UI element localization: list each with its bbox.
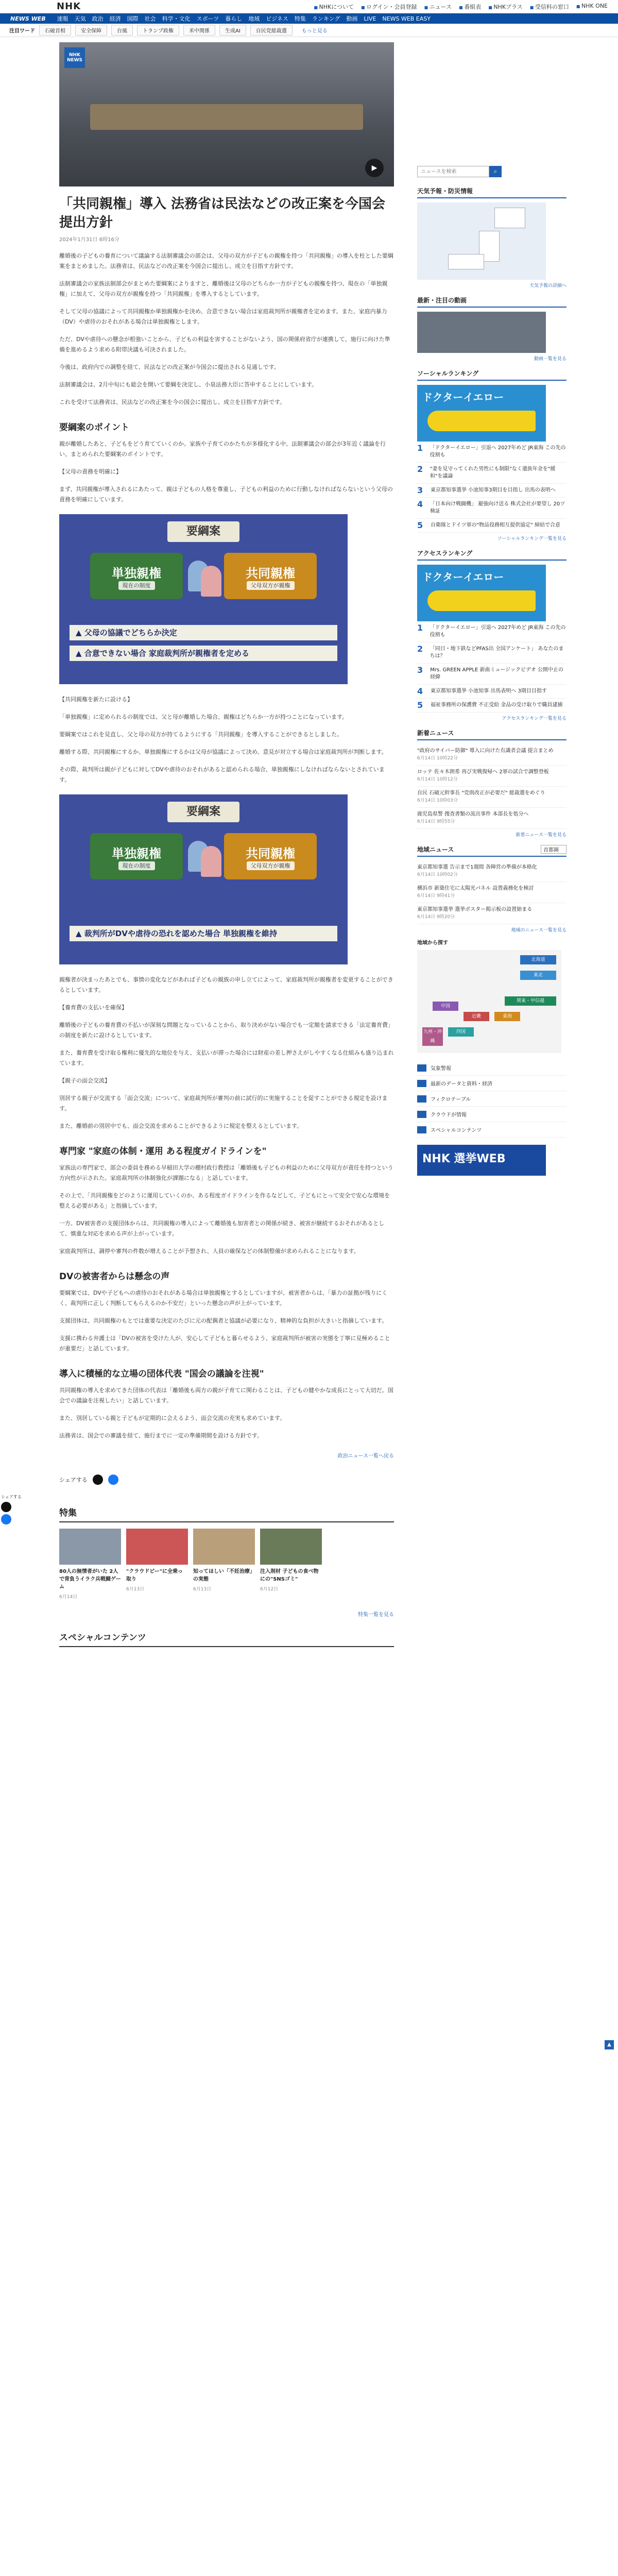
- hero-table-shape: [90, 104, 363, 130]
- article-paragraph: 「単独親権」に定められるの制度では、父と母が離婚した場合、親権はどちらか一方が持つことになっています。: [59, 714, 348, 720]
- ranking-item[interactable]: 5 福祉事務所の保護費 不正受給 金品の受け取りで職員逮捕: [417, 699, 566, 713]
- news-item[interactable]: [417, 808, 566, 829]
- politics-news-link[interactable]: 政治ニュース一覧へ戻る: [337, 1453, 394, 1459]
- x-share-icon[interactable]: [1, 1502, 11, 1512]
- link-icon: [417, 1111, 426, 1118]
- ranking-title: Mrs. GREEN APPLE 新曲ミュージックビデオ 公開中止の経緯: [430, 667, 564, 680]
- news-date: 6月14日 10時02分: [417, 872, 458, 877]
- header-link[interactable]: ■ NHKプラス: [488, 3, 523, 11]
- article-paragraph: 【親子の面会交流】: [59, 1077, 110, 1084]
- ranking-title: "妻を見守ってくれた男性にも制限"なく遺族年金を"緩和"を議論: [430, 466, 556, 479]
- features-grid: [59, 1529, 394, 1600]
- article-paragraph: 【共同親権を新たに設ける】: [59, 696, 133, 703]
- x-share-icon[interactable]: [93, 1475, 103, 1485]
- article-paragraph: 家庭裁判所は、調停や審判の件数が増えることが予想され、人員の確保などの体制整備が求められることになります。: [59, 1248, 359, 1255]
- ranking-item[interactable]: 2 "妻を見守ってくれた男性にも制限"なく遺族年金を"緩和"を議論: [417, 463, 566, 484]
- region-button[interactable]: 東北: [520, 971, 556, 980]
- local-news-heading: [417, 845, 566, 857]
- ranking-title: 自衛隊とドイツ軍の"物品役務相互提供協定" 締結で合意: [431, 522, 560, 528]
- features-section: [59, 1505, 394, 1647]
- ranking-title: 東京都知事選挙 小池知事 出馬表明へ 3期目目指す: [431, 688, 547, 694]
- region-map: [417, 950, 561, 1053]
- region-button[interactable]: 中国: [433, 1002, 458, 1011]
- article-date: 2024年1月31日 6時16分: [59, 237, 119, 243]
- latest-video-heading: 最新・注目の動画: [417, 296, 566, 308]
- ranking-item[interactable]: 4 「日本向け戦闘機」 避強向け送る 株式会社が要望し 20ツ検証: [417, 498, 566, 519]
- region-button[interactable]: 関東・甲信越: [505, 996, 556, 1006]
- side-link[interactable]: 気象警報: [417, 1060, 566, 1076]
- article-paragraph: ただ、DVや虐待への懸念が根強いことから、子どもの利益を害することがないよう、国の関係府省庁が連携して、施行に向けた準備を進めるよう求める附帯決議も可決されました。: [59, 336, 390, 353]
- news-item[interactable]: [417, 744, 566, 766]
- article-paragraph: 親が離婚したあと、子どもをどう育てていくのか。家族や子育てのかたちが多様化する中、法制審議会の部会が3年近く議論を行い、まとめられた要綱案のポイントです。: [59, 440, 386, 457]
- local-news-more-link[interactable]: 地域のニュース一覧を見る: [511, 928, 566, 933]
- header-link[interactable]: ■ NHK ONE: [576, 3, 608, 11]
- keyword-more-link[interactable]: もっと見る: [301, 28, 328, 34]
- infographic-2: [59, 794, 348, 964]
- news-item[interactable]: [417, 882, 566, 903]
- feature-card[interactable]: [193, 1529, 255, 1600]
- article-paragraph: 法制審議会は、2月中旬にも総会を開いて要綱を決定し、小泉法務大臣に答申することにしています。: [59, 381, 318, 388]
- search-box: [417, 166, 566, 177]
- news-title: ロッテ 佐々木朗希 再び実戦復帰へ 2軍の試合で調整登板: [417, 769, 549, 775]
- article-paragraph: 要綱案では、DVや子どもへの虐待のおそれがある場合は単独親権とするとしていますが、被害者からは、「暴力の証拠が残りにくく、裁判所に正しく判断してもらえるのか不安だ」といった懸念の声が上がっています。: [59, 1290, 388, 1307]
- keyword-chip[interactable]: 台風: [111, 25, 133, 36]
- scroll-top-icon[interactable]: ▲: [605, 2040, 614, 2049]
- share-label: シェアする: [59, 1477, 88, 1483]
- news-date: 6月14日 9時55分: [417, 819, 455, 824]
- nhk-logo[interactable]: NHK: [57, 1, 81, 12]
- ranking-item[interactable]: 1 「ドクターイエロー」引退へ 2027年めど JR東海 この先の役割も: [417, 621, 566, 642]
- share-bar: [59, 1475, 394, 1485]
- article-paragraph: 家族法の専門家で、部会の委員を務める早稲田大学の棚村政行教授は「離婚後も子どもの利益のために父母双方が責任を持つという方向性が示された。家庭裁判所の体制強化が課題になる」と話しています。: [59, 1164, 393, 1181]
- article-paragraph: 離婚後の子どもの養育について議論する法制審議会の部会は、父母の双方が子どもの親権を持つ「共同親権」の導入を柱とした要綱案をまとめました。法務省は、民法などの改正案を今国会に提出し、成立を目指す方針です。: [59, 252, 393, 269]
- keyword-chip[interactable]: トランプ政権: [137, 25, 179, 36]
- link-icon: [417, 1080, 426, 1087]
- news-date: 6月14日 10時22分: [417, 756, 458, 761]
- article-paragraph: 今後は、政府内での調整を経て、民法などの改正案が今国会に提出される見通しです。: [59, 364, 280, 370]
- side-buttons: [417, 1060, 566, 1138]
- article-paragraph: 支援団体は、共同親権のもとでは重要な決定のたびに元の配偶者と協議が必要になり、精神的な負担が大きいと指摘しています。: [59, 1317, 388, 1324]
- nav-item[interactable]: 天気: [74, 15, 86, 22]
- social-ranking-heading: ソーシャルランキング: [417, 369, 566, 381]
- nav-item[interactable]: 地域: [248, 15, 260, 22]
- new-news-heading: 新着ニュース: [417, 728, 566, 740]
- top-header: [0, 0, 618, 13]
- weather-map[interactable]: [417, 202, 546, 280]
- joint-custody-box: [224, 833, 317, 879]
- article-paragraph: これを受けて法務省は、民法などの改正案を今の国会に提出し、成立を目指す方針です。: [59, 399, 286, 405]
- article-paragraph: 【父母の責務を明確に】: [59, 468, 122, 475]
- box-subtitle: 父母双方が親権: [247, 861, 295, 870]
- nav-item[interactable]: 政治: [92, 15, 104, 22]
- joint-custody-box: [224, 553, 317, 599]
- link-icon: [417, 1126, 426, 1133]
- ranking-item[interactable]: 1 「ドクターイエロー」引退へ 2027年めど JR東海 この先の役割も: [417, 442, 566, 463]
- ranking-item[interactable]: 2 「同日・地下鉄などPFAS出 全国アンケート」 あなたのまちは？: [417, 642, 566, 664]
- access-ranking-heading: アクセスランキング: [417, 549, 566, 561]
- keyword-chip[interactable]: 米中関係: [183, 25, 215, 36]
- facebook-share-icon[interactable]: [108, 1475, 118, 1485]
- nav-item[interactable]: ビジネス: [266, 15, 288, 22]
- article-paragraph: 【養育費の支払いを確保】: [59, 1004, 127, 1011]
- nhk-news-badge: NHK NEWS: [64, 47, 85, 68]
- news-item[interactable]: [417, 903, 566, 924]
- news-date: 6月14日 10時03分: [417, 798, 458, 803]
- header-links: [314, 3, 618, 11]
- article-paragraph: 法制審議会の家族法制部会がまとめた要綱案によりますと、離婚後は父母のどちらか一方が子どもの親権を持つ、現在の「単独親権」に加えて、父母の双方が親権を持つ「共同親権」を導入するとしています。: [59, 280, 388, 297]
- keyword-chip[interactable]: 安全保障: [75, 25, 107, 36]
- article-paragraph: 離婚する際、共同親権にするか、単独親権にするかは父母が協議によって決め、意見が対立する場合は家庭裁判所が判断します。: [59, 749, 387, 755]
- article-paragraph: また、別居している親と子どもが定期的に会えるよう、面会交流の充実も求めています。: [59, 1415, 286, 1421]
- feature-thumbnail: [193, 1529, 255, 1565]
- link-icon: [417, 1095, 426, 1103]
- side-link[interactable]: フィクロテーブル: [417, 1091, 566, 1107]
- search-input[interactable]: [417, 166, 489, 177]
- share-label: シェアする: [1, 1495, 22, 1499]
- news-item[interactable]: [417, 766, 566, 787]
- article-paragraph: 一方、DV被害者の支援団体からは、共同親権の導入によって離婚後も加害者との関係が続き、被害が継続するおそれがあるとして、慎重な対応を求める声が上がっています。: [59, 1220, 385, 1237]
- nav-item[interactable]: ランキング: [312, 15, 340, 22]
- article-video[interactable]: [59, 42, 394, 187]
- weather-heading: 天気予報・防災情報: [417, 187, 566, 198]
- main-nav: [0, 13, 618, 24]
- box-title: 単独親権: [112, 566, 161, 581]
- latest-video-more-link[interactable]: 動画一覧を見る: [534, 357, 566, 362]
- keyword-chip[interactable]: 生成AI: [219, 25, 246, 36]
- article-paragraph: 共同親権の導入を求めてきた団体の代表は「離婚後も両方の親が子育てに関わることは、子どもの健やかな成長にとって大切だ。国会での議論を注視したい」と話しています。: [59, 1387, 393, 1404]
- ranking-title: 「日本向け戦闘機」 避強向け送る 株式会社が要望し 20ツ検証: [430, 501, 565, 514]
- access-more-link[interactable]: アクセスランキング一覧を見る: [502, 716, 566, 721]
- feature-title: 知ってほしい「不妊治療」の実態: [193, 1569, 255, 1582]
- social-ranking-banner[interactable]: [417, 385, 546, 442]
- link-icon: [417, 1064, 426, 1072]
- nav-item[interactable]: 国際: [127, 15, 139, 22]
- ranking-title: 「ドクターイエロー」引退へ 2027年めど JR東海 この先の役割も: [430, 625, 566, 638]
- news-date: 6月14日 9時41分: [417, 893, 455, 899]
- ranking-item[interactable]: 3 Mrs. GREEN APPLE 新曲ミュージックビデオ 公開中止の経緯: [417, 664, 566, 685]
- news-item[interactable]: [417, 861, 566, 882]
- infographic-1: [59, 514, 348, 684]
- infographic-row: ▲ 父母の協議でどちらか決定: [70, 625, 337, 640]
- box-subtitle: 現在の制度: [118, 861, 155, 870]
- nav-item[interactable]: LIVE: [364, 15, 376, 22]
- feature-thumbnail: [260, 1529, 322, 1565]
- nav-item[interactable]: スポーツ: [196, 15, 219, 22]
- nav-item[interactable]: 科学・文化: [162, 15, 191, 22]
- header-link[interactable]: ■ ログイン・会員登録: [361, 3, 417, 11]
- infographic-title: 要綱案: [167, 802, 239, 822]
- header-link[interactable]: ■ NHKについて: [314, 3, 354, 11]
- feature-card[interactable]: [260, 1529, 322, 1600]
- feature-title: 80人の無情者がいた 2人で背負うイラク兵戦闘ゲーム: [59, 1569, 121, 1590]
- article-main: [59, 42, 394, 1653]
- box-subtitle: 父母双方が親権: [247, 581, 295, 590]
- features-more-link[interactable]: 特集一覧を見る: [358, 1612, 394, 1618]
- header-link[interactable]: ■ 番組表: [459, 3, 481, 11]
- person-figure: [201, 846, 221, 877]
- ranking-item[interactable]: 3 東京都知事選挙 小池知事3期目を目指し 出馬の表明へ: [417, 484, 566, 498]
- banner-text: ドクターイエロー: [422, 571, 504, 583]
- article-paragraph: 支援に携わる弁護士は「DVの被害を受けた人が、安心して子どもと暮らせるよう、家庭裁判所が被害の実態を丁寧に見極めることが重要だ」と話しています。: [59, 1335, 390, 1352]
- section-heading: 専門家 "家庭の体制・運用 ある程度ガイドラインを": [59, 1146, 267, 1157]
- feature-thumbnail: [59, 1529, 121, 1565]
- social-ranking-list: [417, 442, 566, 533]
- nav-item[interactable]: 特集: [294, 15, 306, 22]
- local-news-title: 地域ニュース: [417, 846, 454, 853]
- section-heading: 導入に積極的な立場の団体代表 "国会の議論を注視": [59, 1369, 264, 1379]
- article-paragraph: 要綱案ではこれを見直し、父と母の双方が持てるようにする「共同親権」を導入することができるとしました。: [59, 731, 342, 738]
- header-link[interactable]: ■ 受信料の窓口: [530, 3, 569, 11]
- article-paragraph: その上で、「共同親権をどのように運用していくのか、ある程度ガイドラインを作るなどして、子どもにとって安全で安心な環境を整える必要がある」と指摘しています。: [59, 1192, 390, 1209]
- nav-item[interactable]: 動画: [346, 15, 358, 22]
- infographic-title: 要綱案: [167, 521, 239, 542]
- local-news-list: [417, 861, 566, 924]
- sole-custody-box: [90, 833, 183, 879]
- article-paragraph: 法務省は、国会での審議を経て、施行までに一定の準備期間を設ける方針です。: [59, 1432, 263, 1439]
- article-paragraph: その際、裁判所は親が子どもに対してDVや虐待のおそれがあると認められる場合、単独親権にしなければならないとされています。: [59, 766, 385, 783]
- box-title: 単独親権: [112, 846, 161, 861]
- section-heading: DVの被害者からは懸念の声: [59, 1272, 170, 1282]
- person-figure: [201, 566, 221, 597]
- article-paragraph: また、離婚前の別居中でも、面会交流を求めることができるように規定を整えるとしています。: [59, 1123, 303, 1129]
- article-paragraph: 別居する親子が交流する「面会交流」について、家庭裁判所が審判の前に試行的に実施することを促すことができる規定を設けます。: [59, 1095, 388, 1112]
- news-date: 6月14日 9時20分: [417, 914, 455, 920]
- news-title: 横浜市 新築住宅に太陽光パネル 設置義務化を検討: [417, 886, 534, 891]
- news-web-brand[interactable]: NEWS WEB: [10, 15, 46, 22]
- election-web-banner[interactable]: [417, 1145, 546, 1176]
- search-icon[interactable]: ⌕: [489, 166, 502, 177]
- box-title: 共同親権: [246, 846, 295, 861]
- region-button[interactable]: 九州・沖縄: [422, 1027, 443, 1046]
- feature-card[interactable]: [59, 1529, 121, 1600]
- feature-date: 6月14日: [59, 1595, 78, 1600]
- latest-video-thumbnail[interactable]: [417, 312, 546, 353]
- article-paragraph: 親権者が決まったあとでも、事情の変化などがあれば子どもの親族の申し立てによって、家庭裁判所が親権者を変更することができるとしています。: [59, 976, 393, 993]
- feature-date: 6月13日: [193, 1587, 212, 1592]
- ranking-title: 福祉事務所の保護費 不正受給 金品の受け取りで職員逮捕: [431, 702, 563, 708]
- nav-item[interactable]: 経済: [109, 15, 121, 22]
- feature-date: 6月13日: [126, 1587, 145, 1592]
- feature-card[interactable]: [126, 1529, 188, 1600]
- box-title: 共同親権: [246, 566, 295, 581]
- nav-item[interactable]: 暮らし: [225, 15, 243, 22]
- sole-custody-box: [90, 553, 183, 599]
- section-heading: 要綱案のポイント: [59, 422, 129, 433]
- sidebar: [417, 42, 566, 1176]
- header-link[interactable]: ■ ニュース: [424, 3, 452, 11]
- keyword-bar: [0, 24, 618, 37]
- feature-thumbnail: [126, 1529, 188, 1565]
- map-shape: [448, 254, 484, 269]
- facebook-share-icon[interactable]: [1, 1514, 11, 1524]
- side-link[interactable]: 最新のデータと資料・経済: [417, 1076, 566, 1091]
- feature-title: 注入剤材 子どもの食べ物にの"SNSゴミ": [260, 1569, 319, 1582]
- weather-more-link[interactable]: 天気予報の詳細へ: [529, 283, 566, 289]
- train-shape: [427, 411, 536, 431]
- article-paragraph: また、養育費を受け取る権利に優先的な地位を与え、支払いが滞った場合には財産の差し押さえがしやすくなる仕組みも盛り込まれています。: [59, 1049, 394, 1066]
- new-news-more-link[interactable]: 新着ニュース一覧を見る: [516, 833, 566, 838]
- article-paragraph: 離婚後の子どもの養育費の不払いが深刻な問題となっていることから、取り決めがない場合でも一定額を請求できる「法定養育費」の制度を新たに設けるとしています。: [59, 1022, 393, 1039]
- ranking-title: 「ドクターイエロー」引退へ 2027年めど JR東海 この先の役割も: [430, 445, 566, 458]
- feature-date: 6月12日: [260, 1587, 279, 1592]
- keyword-chip[interactable]: 自民党総裁選: [250, 25, 293, 36]
- side-link[interactable]: クラウドが情報: [417, 1107, 566, 1122]
- box-subtitle: 現在の制度: [118, 581, 155, 590]
- ranking-item[interactable]: 5 自衛隊とドイツ軍の"物品役務相互提供協定" 締結で合意: [417, 519, 566, 533]
- floating-share: [1, 1494, 22, 1524]
- region-button[interactable]: 北海道: [520, 955, 556, 964]
- play-icon[interactable]: ▶: [365, 159, 384, 177]
- side-link[interactable]: スペシャルコンテンツ: [417, 1122, 566, 1138]
- election-banner-title: NHK 選挙WEB: [422, 1153, 506, 1165]
- region-button[interactable]: 近畿: [464, 1012, 489, 1021]
- ranking-item[interactable]: 4 東京都知事選挙 小池知事 出馬表明へ 3期目目指す: [417, 685, 566, 699]
- map-shape: [494, 208, 525, 228]
- nav-item[interactable]: NEWS WEB EASY: [382, 15, 431, 22]
- region-button[interactable]: 東海: [494, 1012, 520, 1021]
- infographic-row: ▲ 合意できない場合 家庭裁判所が親権者を定める: [70, 646, 337, 661]
- prefecture-select[interactable]: 首都圏: [541, 845, 566, 854]
- nav-item[interactable]: 社会: [144, 15, 156, 22]
- infographic-row: ▲ 裁判所がDVや虐待の恐れを認めた場合 単独親権を維持: [70, 926, 337, 941]
- news-item[interactable]: [417, 787, 566, 808]
- ranking-title: 東京都知事選挙 小池知事3期目を目指し 出馬の表明へ: [431, 487, 556, 493]
- keyword-label: 注目ワード: [9, 28, 35, 34]
- train-shape: [427, 590, 536, 611]
- news-title: 鹿児島県警 捜査書類の流出事件 本部長を処分へ: [417, 811, 529, 817]
- region-heading: 地域から探す: [417, 940, 448, 946]
- special-heading: スペシャルコンテンツ: [59, 1630, 394, 1647]
- news-title: 東京都知事選挙 選挙ポスター掲示板の設置始まる: [417, 907, 533, 912]
- social-more-link[interactable]: ソーシャルランキング一覧を見る: [497, 536, 566, 541]
- news-title: "政府のサイバー防御" 導入に向けた有識者会議 提言まとめ: [417, 748, 554, 754]
- nav-item[interactable]: 速報: [57, 15, 68, 22]
- region-button[interactable]: 四国: [448, 1027, 474, 1037]
- features-heading: 特集: [59, 1505, 394, 1522]
- news-date: 6月14日 10時12分: [417, 777, 458, 782]
- banner-text: ドクターイエロー: [422, 391, 504, 403]
- access-ranking-list: [417, 621, 566, 713]
- article-title: 「共同親権」導入 法務省は民法などの改正案を今国会提出方針: [59, 196, 386, 230]
- keyword-chip[interactable]: 石破首相: [39, 25, 71, 36]
- article-paragraph: まず、共同親権が導入されるにあたって、親は子どもの人格を尊重し、子どもの利益のために行動しなければならないという父母の責務を明確にしています。: [59, 486, 393, 503]
- news-title: 自民 石破元幹事長 "党則改正が必要だ" 総裁選をめぐり: [417, 790, 545, 796]
- news-title: 東京都知事選 告示まで1週間 各陣営の準備が本格化: [417, 865, 537, 870]
- feature-title: "クラウドビー"に全乗っ取り: [126, 1569, 183, 1582]
- access-ranking-banner[interactable]: [417, 565, 546, 621]
- new-news-list: [417, 744, 566, 829]
- ranking-title: 「同日・地下鉄などPFAS出 全国アンケート」 あなたのまちは？: [430, 646, 564, 659]
- article-paragraph: そして父母の協議によって共同親権か単独親権かを決め、合意できない場合は家庭裁判所が親権者を定めます。また、家庭内暴力（DV）や虐待のおそれがある場合は単独親権とします。: [59, 308, 387, 325]
